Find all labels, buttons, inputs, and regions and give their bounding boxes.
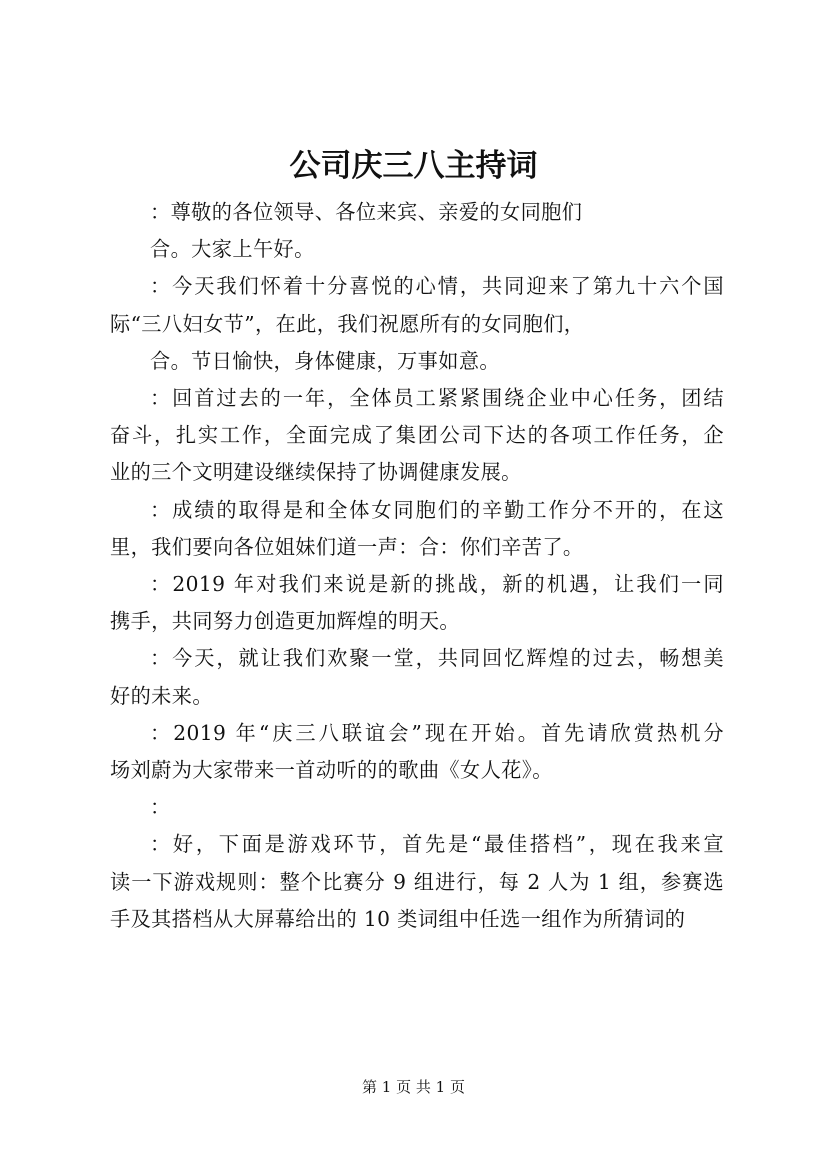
paragraph-line: ：今天，就让我们欢聚一堂，共同回忆辉煌的过去，畅想美 [150,646,724,671]
document-body [110,194,724,938]
paragraph-line: ： [150,795,171,820]
paragraph-line: ：成绩的取得是和全体女同胞们的辛勤工作分不开的，在这 [150,497,724,522]
paragraph-line: ：回首过去的一年，全体员工紧紧围绕企业中心任务，团结 [150,386,724,411]
paragraph-line: 奋斗，扎实工作，全面完成了集团公司下达的各项工作任务，企 [110,423,724,448]
paragraph-line: ：2019 年“庆三八联谊会”现在开始。首先请欣赏热机分 [150,720,724,745]
paragraph [110,826,724,938]
paragraph-line: 业的三个文明建设继续保持了协调健康发展。 [110,460,522,485]
paragraph-line: 手及其搭档从大屏幕给出的 10 类词组中任选一组作为所猜词的 [110,906,686,931]
paragraph-line: ：今天我们怀着十分喜悦的心情，共同迎来了第九十六个国 [150,274,724,299]
paragraph-line: 合。节日愉快，身体健康，万事如意。 [150,348,500,373]
paragraph-line: 合。大家上午好。 [150,237,315,262]
paragraph-line: 场刘蔚为大家带来一首动听的的歌曲《女人花》。 [110,758,553,783]
paragraph-line: 携手，共同努力创造更加辉煌的明天。 [110,609,460,634]
paragraph [110,343,724,380]
paragraph-line: 里，我们要向各位姐妹们道一声：合：你们辛苦了。 [110,534,584,559]
paragraph [110,715,724,789]
paragraph-line: ：2019 年对我们来说是新的挑战，新的机遇，让我们一同 [150,572,724,597]
paragraph-line: 际“三八妇女节”，在此，我们祝愿所有的女同胞们， [110,311,585,336]
paragraph [110,268,724,342]
page-footer: 第 1 页 共 1 页 [362,1078,465,1096]
paragraph-line: ：好，下面是游戏环节，首先是“最佳搭档”，现在我来宣 [150,832,724,857]
paragraph [110,231,724,268]
paragraph [110,640,724,714]
paragraph [110,492,724,566]
paragraph-line: 读一下游戏规则：整个比赛分 9 组进行，每 2 人为 1 组，参赛选 [110,869,724,894]
document-title: 公司庆三八主持词 [289,148,538,184]
paragraph [110,194,724,231]
paragraph-line: ：尊敬的各位领导、各位来宾、亲爱的女同胞们 [150,200,583,224]
paragraph [110,789,724,826]
paragraph-line: 好的未来。 [110,683,213,708]
paragraph [110,380,724,492]
paragraph [110,566,724,640]
